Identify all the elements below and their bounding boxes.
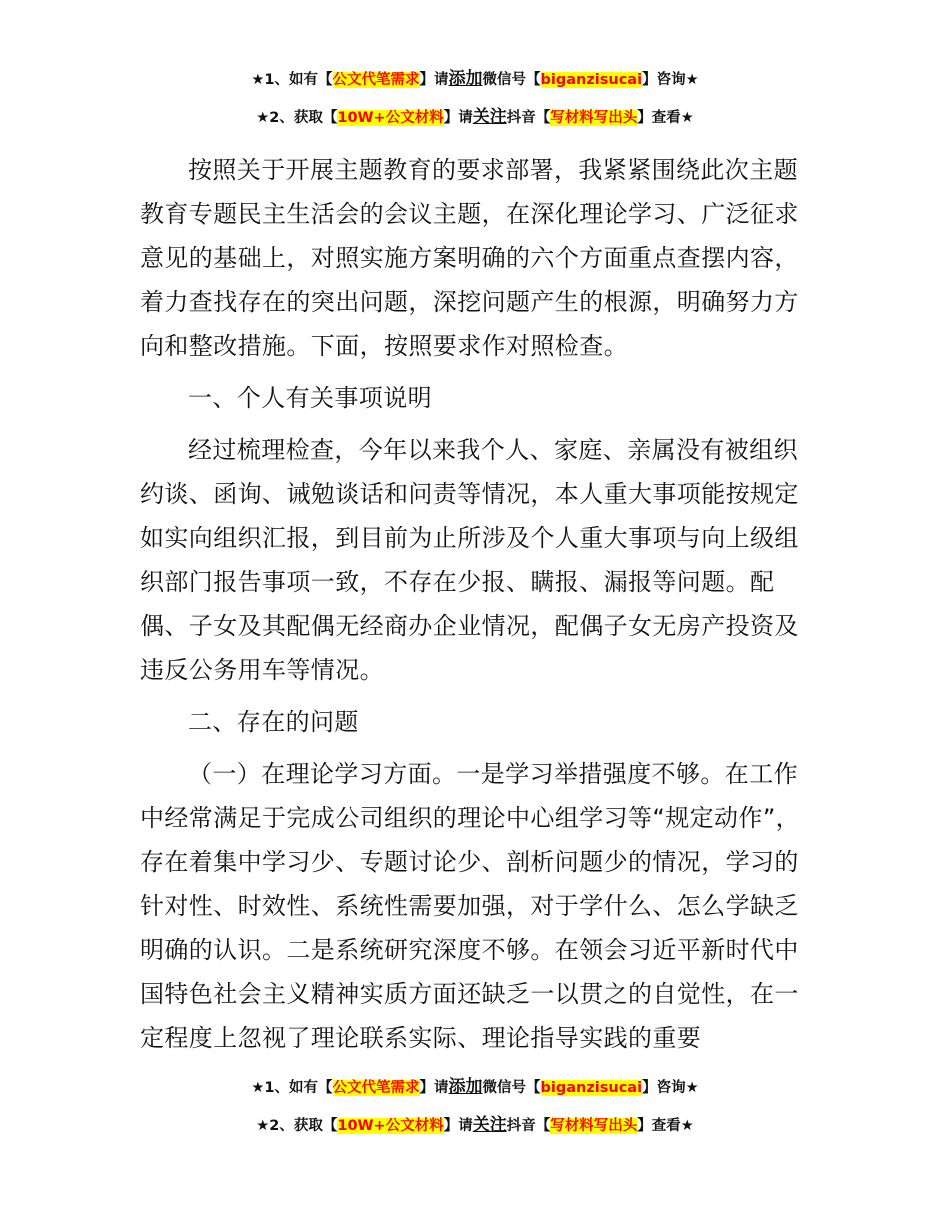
footer-ad-line-1 bbox=[0, 1077, 950, 1098]
section-heading-2: 二、存在的问题 bbox=[188, 708, 359, 736]
section-2-paragraph: （一）在理论学习方面。一是学习举措强度不够。在工作中经常满足于完成公司组织的理论中心组学习等“规定动作”，存在着集中学习少、专题讨论少、剖析问题少的情况，学习的针对性、时效性、系统性需要加强，对于学什么、怎么学缺乏明确的认识。二是系统研究深度不够。在领会习近平新时代中国特色社会主义精神实质方面还缺乏一以贯之的自觉性，在一定程度上忽视了理论联系实际、理论指导实践的重要 bbox=[140, 760, 801, 1052]
section-1-paragraph: 经过梳理检查，今年以来我个人、家庭、亲属没有被组织约谈、函询、诫勉谈话和问责等情况，本人重大事项能按规定如实向组织汇报，到目前为止所涉及个人重大事项与向上级组织部门报告事项一致，不存在少报、瞒报、漏报等问题。配偶、子女及其配偶无经商办企业情况，配偶子女无房产投资及违反公务用车等情况。 bbox=[140, 436, 799, 684]
section-heading-1: 一、个人有关事项说明 bbox=[188, 384, 432, 412]
ad-text: ★1、如有【 bbox=[251, 1080, 333, 1096]
intro-paragraph: 按照关于开展主题教育的要求部署，我紧紧围绕此次主题教育专题民主生活会的会议主题，在深化理论学习、广泛征求意见的基础上，对照实施方案明确的六个方面重点查摆内容，着力查找存在的突出问题，深挖问题产生的根源，明确努力方向和整改措施。下面，按照要求作对照检查。 bbox=[140, 156, 799, 360]
ad-text: 】查看★ bbox=[637, 110, 694, 126]
ad-text: 】咨询★ bbox=[642, 72, 699, 88]
ad-text: ★1、如有【 bbox=[251, 72, 333, 88]
header-ad-line-1 bbox=[0, 69, 950, 90]
ad-text: 】请 bbox=[443, 1118, 473, 1134]
ad-text: ★2、获取【 bbox=[256, 110, 338, 126]
ad-wechat-id: biganzisucai bbox=[540, 1080, 643, 1096]
ad-highlight: 10W+公文材料 bbox=[337, 110, 444, 126]
ad-underlined: 添加 bbox=[448, 69, 483, 89]
ad-text: 】请 bbox=[419, 72, 449, 88]
ad-underlined: 关注 bbox=[472, 107, 507, 127]
ad-highlight: 公文代笔需求 bbox=[332, 72, 420, 88]
ad-text: 】咨询★ bbox=[642, 1080, 699, 1096]
ad-text: ★2、获取【 bbox=[256, 1118, 338, 1134]
ad-text: 微信号【 bbox=[482, 72, 541, 88]
footer-ad-line-2 bbox=[0, 1115, 950, 1136]
ad-douyin-id: 写材料写出头 bbox=[550, 110, 638, 126]
header-ad-line-2 bbox=[0, 107, 950, 128]
ad-text: 】查看★ bbox=[637, 1118, 694, 1134]
ad-underlined: 添加 bbox=[448, 1077, 483, 1097]
ad-wechat-id: biganzisucai bbox=[540, 72, 643, 88]
ad-text: 】请 bbox=[443, 110, 473, 126]
ad-text: 抖音【 bbox=[506, 110, 551, 126]
ad-text: 抖音【 bbox=[506, 1118, 551, 1134]
ad-underlined: 关注 bbox=[472, 1115, 507, 1135]
ad-highlight: 公文代笔需求 bbox=[332, 1080, 420, 1096]
document-body bbox=[140, 148, 820, 1060]
ad-text: 】请 bbox=[419, 1080, 449, 1096]
ad-highlight: 10W+公文材料 bbox=[337, 1118, 444, 1134]
ad-douyin-id: 写材料写出头 bbox=[550, 1118, 638, 1134]
ad-text: 微信号【 bbox=[482, 1080, 541, 1096]
